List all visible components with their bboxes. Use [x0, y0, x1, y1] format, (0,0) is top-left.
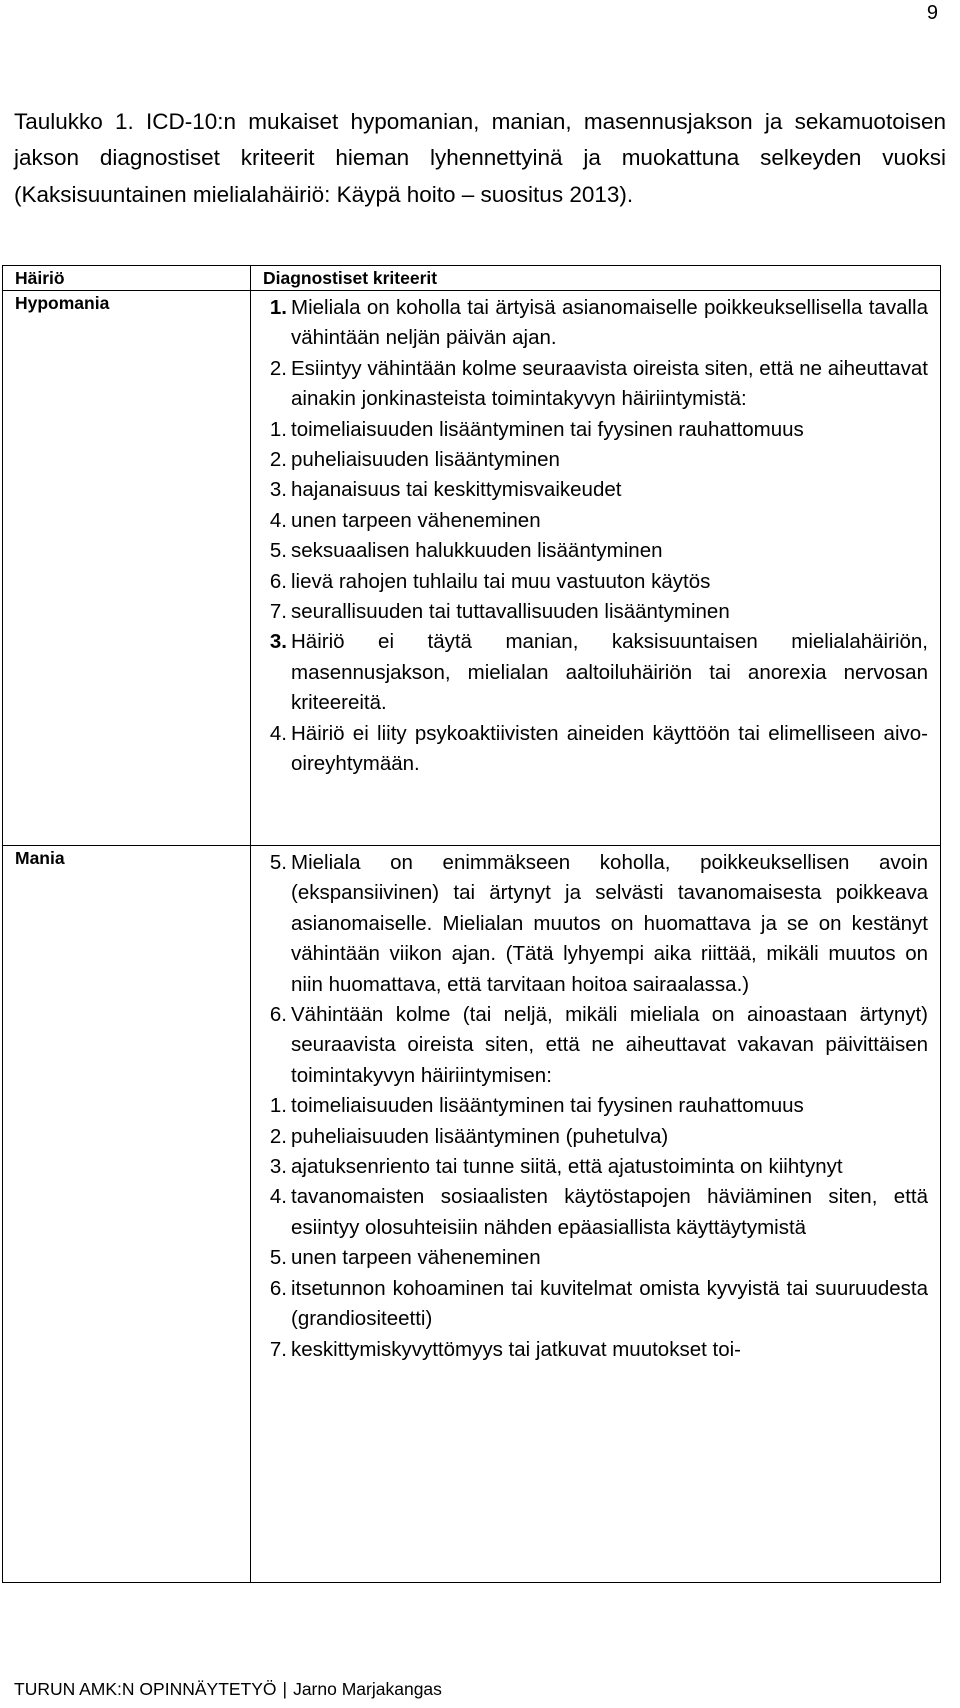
- symptom-text: seurallisuuden tai tuttavallisuuden lisääntyminen: [291, 600, 730, 624]
- criterion-number: 3.: [269, 630, 287, 654]
- symptom-number: 7.: [269, 1337, 287, 1361]
- symptom-text: keskittymiskyvyttömyys tai jatkuvat muutokset toi-: [291, 1337, 741, 1361]
- table-row-hypomania: [3, 291, 941, 846]
- symptom-number: 1.: [269, 417, 287, 441]
- symptom-item: [269, 1335, 928, 1365]
- symptom-number: 6.: [269, 569, 287, 593]
- symptom-item: [269, 1152, 928, 1182]
- symptom-text: toimeliaisuuden lisääntyminen tai fyysinen rauhattomuus: [291, 417, 804, 441]
- disorder-name: Hypomania: [3, 291, 251, 846]
- symptom-text: tavanomaisten sosiaalisten käytöstapojen häviäminen siten, että esiintyy olosuhteisiin nähden epäasiallista käyttäytymistä: [291, 1185, 928, 1239]
- footer-author: Jarno Marjakangas: [293, 1679, 442, 1699]
- symptom-text: puheliaisuuden lisääntyminen: [291, 448, 560, 472]
- symptom-item: [269, 1091, 928, 1121]
- symptom-text: unen tarpeen väheneminen: [291, 508, 541, 532]
- column-header-disorder: Häiriö: [3, 266, 251, 291]
- symptom-number: 6.: [269, 1276, 287, 1300]
- symptom-item: [269, 597, 928, 627]
- symptom-text: seksuaalisen halukkuuden lisääntyminen: [291, 539, 663, 563]
- symptom-number: 2.: [269, 1124, 287, 1148]
- criterion-text: Esiintyy vähintään kolme seuraavista oireista siten, että ne aiheuttavat ainakin jonkinasteista toimintakyvyn häiriintymistä:: [291, 356, 928, 411]
- symptom-item: [269, 415, 928, 445]
- page-number: 9: [926, 2, 938, 24]
- symptom-item: [269, 1243, 928, 1273]
- criterion-item: [269, 354, 928, 415]
- symptom-number: 5.: [269, 539, 287, 563]
- symptom-text: hajanaisuus tai keskittymisvaikeudet: [291, 478, 622, 502]
- symptom-text: toimeliaisuuden lisääntyminen tai fyysinen rauhattomuus: [291, 1094, 804, 1118]
- symptom-item: [269, 1182, 928, 1243]
- page-footer: [14, 1679, 442, 1700]
- criterion-text: Mieliala on koholla tai ärtyisä asianomaiselle poikkeuksellisella tavalla vähintään neljän päivän ajan.: [291, 296, 928, 350]
- symptom-text: ajatuksenriento tai tunne siitä, että ajatustoiminta on kiihtynyt: [291, 1155, 843, 1179]
- symptom-text: puheliaisuuden lisääntyminen (puhetulva): [291, 1124, 669, 1148]
- criterion-item: [269, 848, 928, 1000]
- criterion-item: [269, 1000, 928, 1091]
- symptom-number: 2.: [269, 448, 287, 472]
- symptom-text: lievä rahojen tuhlailu tai muu vastuuton käytös: [291, 569, 711, 593]
- symptom-item: [269, 445, 928, 475]
- criterion-number: 2.: [269, 356, 287, 380]
- symptom-text: itsetunnon kohoaminen tai kuvitelmat omista kyvyistä tai suuruudesta (grandiositeetti): [291, 1276, 928, 1331]
- table-caption: Taulukko 1. ICD-10:n mukaiset hypomanian, manian, masennusjakson ja sekamuotoisen jakson diagnostiset kriteerit hieman lyhennettyinä ja muokattuna selkeyden vuoksi (Kaksisuuntainen mielialahäiriö: Käypä hoito – suositus 2013).: [14, 109, 946, 207]
- symptom-number: 4.: [269, 508, 287, 532]
- disorder-name: Mania: [3, 846, 251, 1583]
- symptom-item: [269, 506, 928, 536]
- symptom-number: 7.: [269, 600, 287, 624]
- criterion-text: Häiriö ei liity psykoaktiivisten aineiden käyttöön tai elimelliseen aivo-oireyhtymään.: [291, 721, 928, 776]
- criterion-item: [269, 719, 928, 780]
- column-header-criteria: Diagnostiset kriteerit: [251, 266, 941, 291]
- criterion-text: Mieliala on enimmäkseen koholla, poikkeuksellisen avoin (ekspansiivinen) tai ärtynyt ja selvästi tavanomaisesta poikkeava asianomaiselle. Mielialan muutos on huomattava ja se on kestänyt vähintään viikon ajan. (Tätä lyhyempi aika riittää, mikäli muutos on niin huomattava, että tarvitaan hoitoa sairaalassa.): [291, 851, 928, 996]
- symptom-item: [269, 567, 928, 597]
- symptom-item: [269, 1122, 928, 1152]
- footer-institution: TURUN AMK:N OPINNÄYTETYÖ: [14, 1679, 277, 1699]
- criterion-item: [269, 293, 928, 354]
- criteria-cell: [251, 846, 941, 1583]
- criterion-number: 6.: [269, 1003, 287, 1027]
- symptom-text: unen tarpeen väheneminen: [291, 1246, 541, 1270]
- symptom-number: 3.: [269, 1155, 287, 1179]
- table-row-mania: [3, 846, 941, 1583]
- criterion-number: 4.: [269, 721, 287, 745]
- symptom-number: 1.: [269, 1094, 287, 1118]
- footer-separator: |: [282, 1679, 288, 1699]
- symptom-number: 4.: [269, 1185, 287, 1209]
- criteria-table: [2, 265, 941, 1583]
- symptom-number: 3.: [269, 478, 287, 502]
- criterion-text: Häiriö ei täytä manian, kaksisuuntaisen mielialahäiriön, masennusjakson, mielialan aaltoiluhäiriön tai anorexia nervosan kriteereitä.: [291, 630, 928, 715]
- criterion-item: [269, 627, 928, 718]
- criterion-number: 1.: [269, 296, 287, 319]
- criterion-number: 5.: [269, 851, 287, 874]
- symptom-number: 5.: [269, 1246, 287, 1270]
- symptom-item: [269, 1274, 928, 1335]
- criterion-text: Vähintään kolme (tai neljä, mikäli mieliala on ainoastaan ärtynyt) seuraavista oireista siten, että ne aiheuttavat vakavan päivittäisen toimintakyvyn häiriintymisen:: [291, 1003, 928, 1087]
- criteria-cell: [251, 291, 941, 846]
- symptom-item: [269, 475, 928, 505]
- table-header-row: [3, 266, 941, 291]
- symptom-item: [269, 536, 928, 566]
